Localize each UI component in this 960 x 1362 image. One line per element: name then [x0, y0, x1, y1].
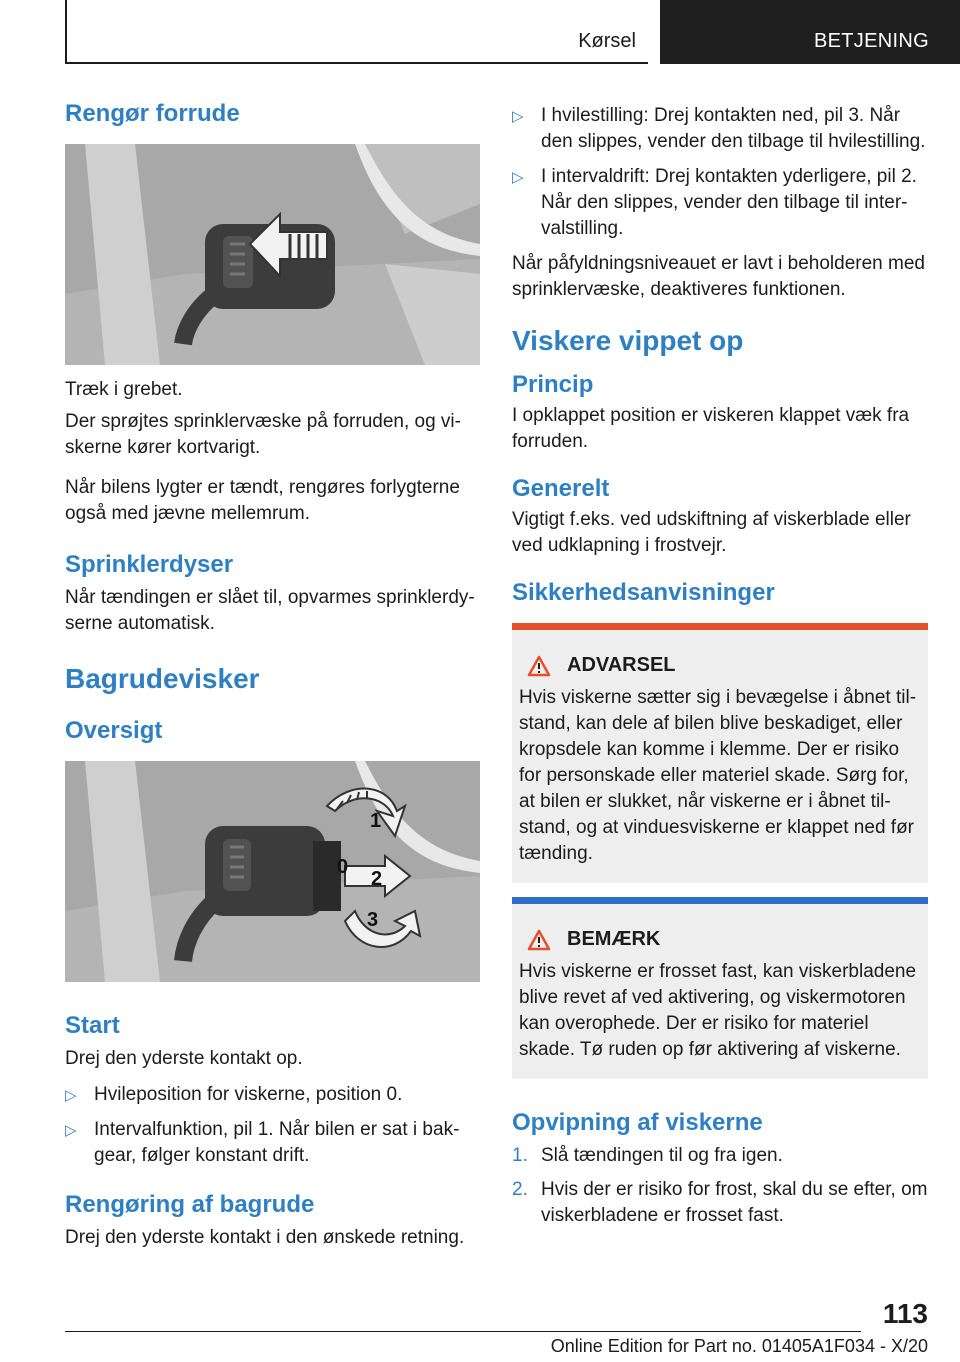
- figure-label-1: 1: [370, 810, 382, 832]
- page-number: 113: [882, 1298, 928, 1329]
- figure-wiper-lever-positions: [65, 761, 480, 982]
- warning-box: [512, 623, 928, 883]
- list-item: ▷ Intervalfunktion, pil 1. Når bilen er sat i bak-gear, følger konstant drift.: [65, 1119, 460, 1166]
- note-title: BEMÆRK: [527, 928, 920, 951]
- wiper-lever-illustration: [65, 144, 480, 365]
- heading-start: Start: [65, 1012, 120, 1039]
- start-list: [65, 1082, 480, 1169]
- figure-label-0: 0: [337, 856, 349, 878]
- heading-generelt: Generelt: [512, 475, 610, 502]
- text-generelt: Vigtigt f.eks. ved udskiftning af viskerblade eller ved udklapning i frostvejr.: [512, 509, 911, 556]
- mode-list: [512, 103, 928, 242]
- warning-title: ADVARSEL: [527, 654, 920, 677]
- triangle-bullet-icon: ▷: [512, 169, 524, 186]
- right-column: [512, 103, 928, 1237]
- text-pafyldning: Når påfyldningsniveauet er lavt i beholderen med sprinklervæske, deaktiveres funktionen.: [512, 253, 925, 300]
- note-text: Hvis viskerne er frosset fast, kan viskerbladene blive revet af ved aktivering, og viskermotoren kan overophede. Der er risiko for materiel skade. Tø ruden op før aktivering af viskerne.: [519, 961, 917, 1060]
- step-number: 1.: [512, 1145, 528, 1166]
- warning-triangle-icon: [527, 655, 551, 677]
- text-start: Drej den yderste kontakt op.: [65, 1048, 303, 1069]
- heading-opvipning: Opvipning af viskerne: [512, 1109, 763, 1136]
- triangle-bullet-icon: ▷: [512, 108, 524, 125]
- step-number: 2.: [512, 1179, 528, 1200]
- steps-list: [512, 1143, 928, 1229]
- figure-label-2: 2: [371, 868, 383, 890]
- text-rengoring-bagrude: Drej den yderste kontakt i den ønskede retning.: [65, 1227, 465, 1248]
- heading-bagrudevisker: Bagrudevisker: [65, 663, 260, 694]
- figure-label-3: 3: [367, 909, 379, 931]
- heading-princip: Princip: [512, 371, 594, 398]
- text-sprojtes: Der sprøjtes sprinklervæske på forruden, og vi-skerne kører kortvarigt.: [65, 411, 461, 458]
- heading-viskere-vippet-op: Viskere vippet op: [512, 325, 744, 356]
- heading-sprinklerdyser: Sprinklerdyser: [65, 551, 234, 578]
- figure-wiper-lever-pull: [65, 144, 480, 365]
- text-lygter: Når bilens lygter er tændt, rengøres forlygterne også med jævne mellemrum.: [65, 477, 460, 524]
- list-item: 2. Hvis der er risiko for frost, skal du se efter, om viskerbladene er frosset fast.: [512, 1179, 928, 1226]
- list-item: 1. Slå tændingen til og fra igen.: [512, 1143, 928, 1169]
- header-chapter-tab: [660, 0, 960, 64]
- list-item: ▷ I hvilestilling: Drej kontakten ned, pil 3. Når den slippes, vender den tilbage til hvilestilling.: [512, 105, 926, 152]
- text-sprinklerdyser: Når tændingen er slået til, opvarmes sprinklerdy-serne automatisk.: [65, 587, 475, 634]
- note-box: [512, 897, 928, 1079]
- notice-triangle-icon: [527, 929, 551, 951]
- heading-oversigt: Oversigt: [65, 717, 163, 744]
- footer-divider: [65, 1331, 861, 1332]
- triangle-bullet-icon: ▷: [65, 1122, 77, 1139]
- triangle-bullet-icon: ▷: [65, 1087, 77, 1104]
- warning-text: Hvis viskerne sætter sig i bevægelse i åbnet til-stand, kan dele af bilen blive beskadiget, eller kropsdele kan komme i klemme. Der er risiko for personskade eller materiel skade. Sørg for, at bilen er slukket, når viskerne er i åbnet til-stand, og at vinduesviskerne er klappet ned før tænding.: [519, 687, 917, 864]
- heading-rengoring-bagrude: Rengøring af bagrude: [65, 1191, 315, 1218]
- text-princip: I opklappet position er viskeren klappet væk fra forruden.: [512, 405, 910, 452]
- section-title: Kørsel: [578, 30, 636, 52]
- left-column: [65, 100, 480, 1261]
- heading-rengor-forrude: Rengør forrude: [65, 100, 240, 127]
- list-item: ▷ I intervaldrift: Drej kontakten yderligere, pil 2. Når den slippes, vender den tilbage til inter-valstilling.: [512, 166, 917, 239]
- list-item: ▷ Hvileposition for viskerne, position 0.: [65, 1082, 480, 1108]
- wiper-positions-illustration: [65, 761, 480, 982]
- header-section-tab: [65, 0, 648, 64]
- chapter-title: BETJENING: [814, 30, 929, 52]
- heading-sikkerhedsanvisninger: Sikkerhedsanvisninger: [512, 579, 775, 606]
- text-traek-i-grebet: Træk i grebet.: [65, 379, 183, 400]
- footer-edition: Online Edition for Part no. 01405A1F034 - X/20: [550, 1336, 928, 1356]
